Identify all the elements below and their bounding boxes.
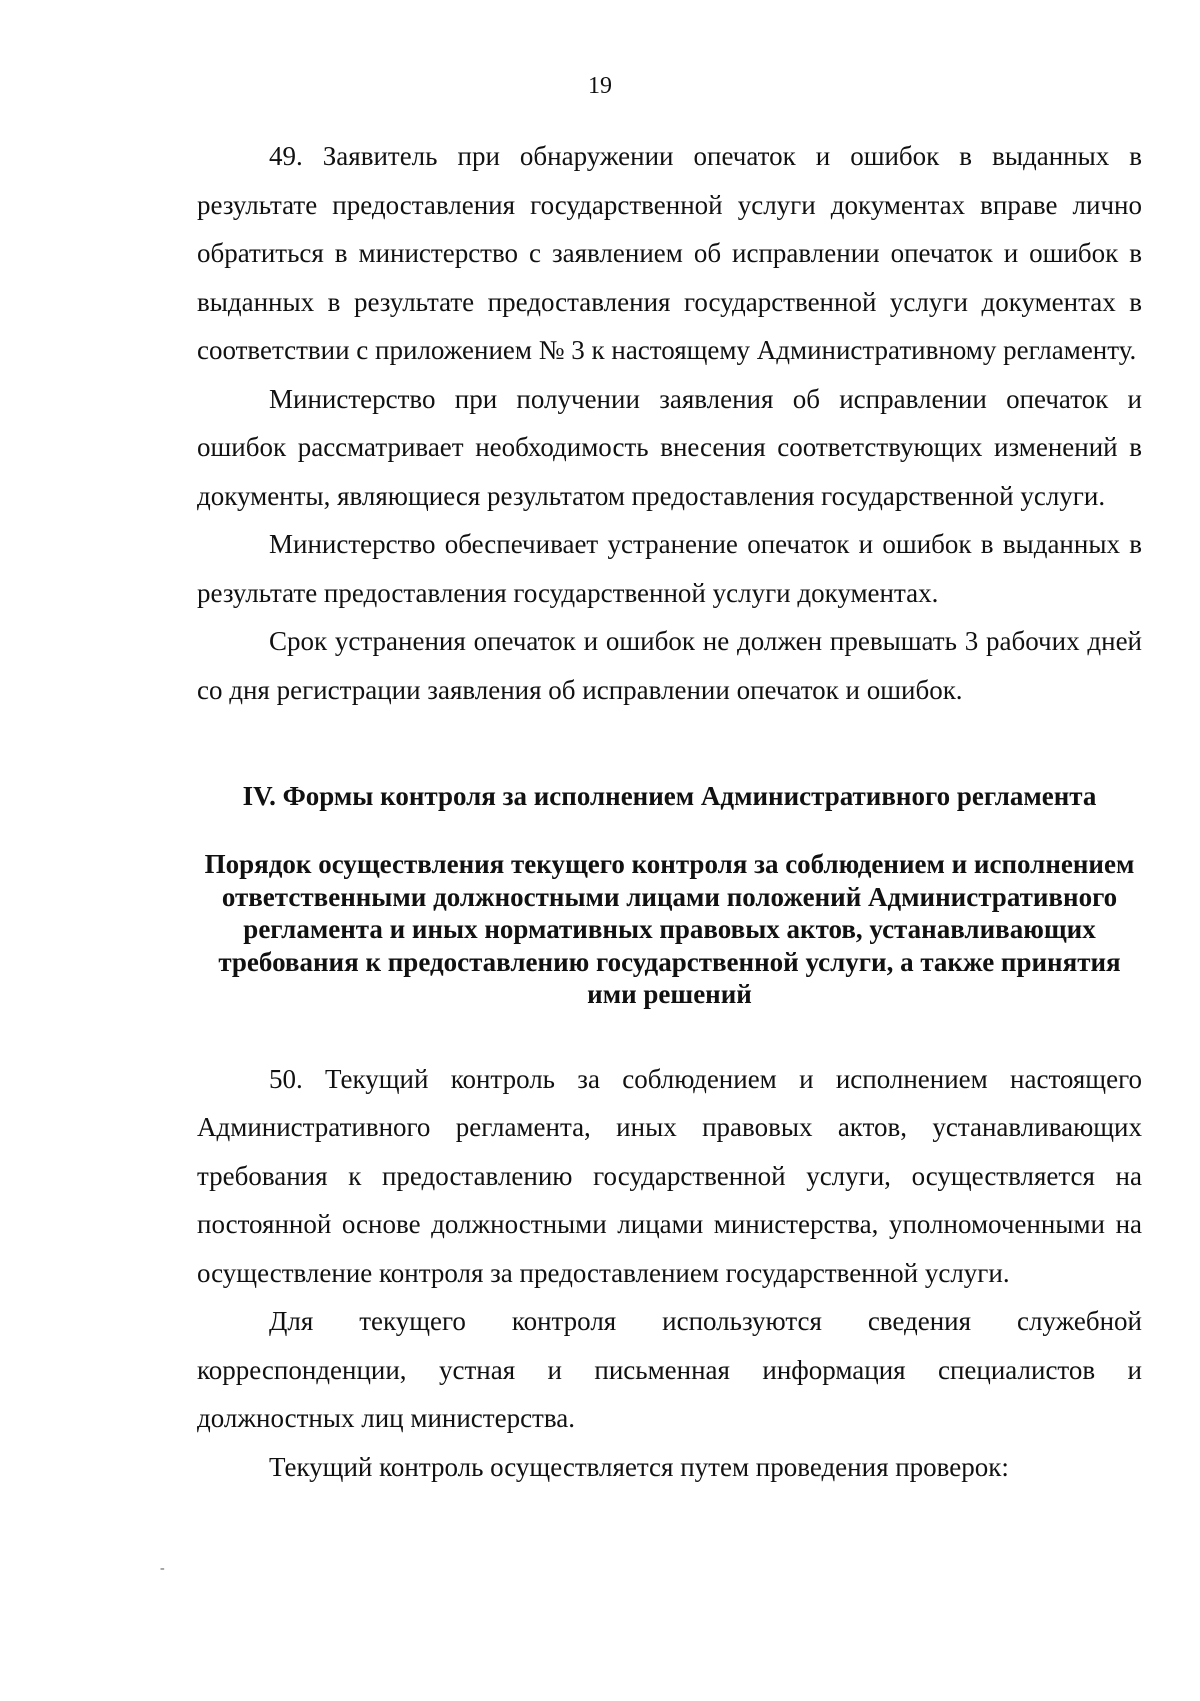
paragraph-control-sources: Для текущего контроля используются сведения служебной корреспонденции, устная и письменная информация специалистов и должностных лиц министерства.: [197, 1306, 1142, 1433]
paragraph-ministry-correction: Министерство обеспечивает устранение опечаток и ошибок в выданных в результате предоставления государственной услуги документах.: [197, 529, 1142, 608]
section-heading: IV. Формы контроля за исполнением Административного регламента: [242, 781, 1097, 811]
page-number: 19: [588, 73, 612, 99]
document-body: [197, 132, 1142, 1491]
paragraph-correction-deadline: Срок устранения опечаток и ошибок не должен превышать 3 рабочих дней со дня регистрации заявления об исправлении опечаток и ошибок.: [197, 626, 1142, 705]
subsection-heading: Порядок осуществления текущего контроля за соблюдением и исполнением ответственными должностными лицами положений Административного регламента и иных нормативных правовых актов, устанавливающих требования к предоставлению государственной услуги, а также принятия ими решений: [204, 849, 1135, 1009]
paragraph-ministry-review: Министерство при получении заявления об исправлении опечаток и ошибок рассматривает необходимость внесения соответствующих изменений в документы, являющиеся результатом предоставления государственной услуги.: [197, 383, 1142, 511]
scan-speck: -: [160, 1561, 165, 1576]
paragraph-50: 50. Текущий контроль за соблюдением и исполнением настоящего Административного регламента, иных правовых актов, устанавливающих требования к предоставлению государственной услуги, осуществляется на постоянной основе должностными лицами министерства, уполномоченными на осуществление контроля за предоставлением государственной услуги.: [197, 1063, 1142, 1288]
paragraph-49: 49. Заявитель при обнаружении опечаток и ошибок в выданных в результате предоставления государственной услуги документах вправе лично обратиться в министерство с заявлением об исправлении опечаток и ошибок в выданных в результате предоставления государственной услуги документах в соответствии с приложением № 3 к настоящему Административному регламенту.: [197, 141, 1142, 365]
paragraph-control-method: Текущий контроль осуществляется путем проведения проверок:: [269, 1451, 1009, 1482]
